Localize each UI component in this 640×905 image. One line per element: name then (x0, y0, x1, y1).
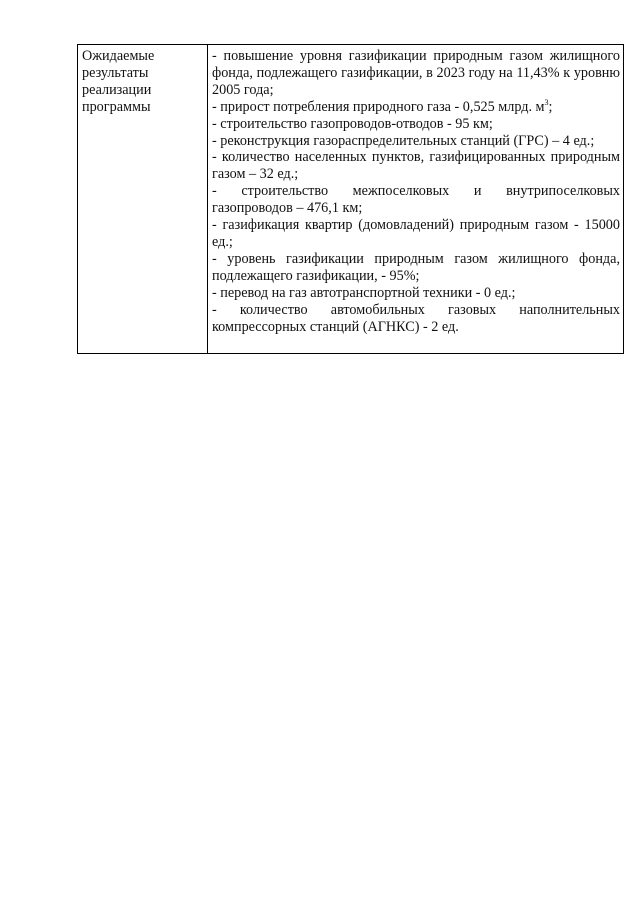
list-item-text: - прирост потребления природного газа - 0,525 млрд. м (212, 98, 545, 115)
row-content-cell (208, 45, 624, 354)
table-row (78, 45, 624, 354)
list-item (212, 99, 620, 116)
list-item: - повышение уровня газификации природным газом жилищного фонда, подлежащего газификации, в 2023 году на 11,43% к уровню 2005 года; (212, 48, 620, 98)
list-item: - строительство газопроводов-отводов - 95 км; (212, 115, 493, 132)
list-item-tail: ; (548, 98, 553, 115)
list-item: - количество населенных пунктов, газифицированных природным газом – 32 ед.; (212, 149, 620, 183)
list-item: - реконструкция газораспределительных станций (ГРС) – 4 ед.; (212, 132, 595, 149)
superscript: 3 (544, 97, 549, 107)
results-list (212, 48, 620, 335)
row-label: Ожидаемые результаты реализации программы (82, 48, 155, 115)
list-item: - уровень газификации природным газом жилищного фонда, подлежащего газификации, - 95%; (212, 250, 620, 284)
list-item: - строительство межпоселковых и внутрипоселковых газопроводов – 476,1 км; (212, 183, 620, 217)
list-item: - газификация квартир (домовладений) природным газом - 15000 ед.; (212, 217, 620, 250)
results-table (77, 44, 624, 354)
row-label-cell (78, 45, 208, 354)
list-item: - перевод на газ автотранспортной техники - 0 ед.; (212, 284, 516, 301)
list-item: - количество автомобильных газовых наполнительных компрессорных станций (АГНКС) - 2 ед. (212, 301, 620, 335)
